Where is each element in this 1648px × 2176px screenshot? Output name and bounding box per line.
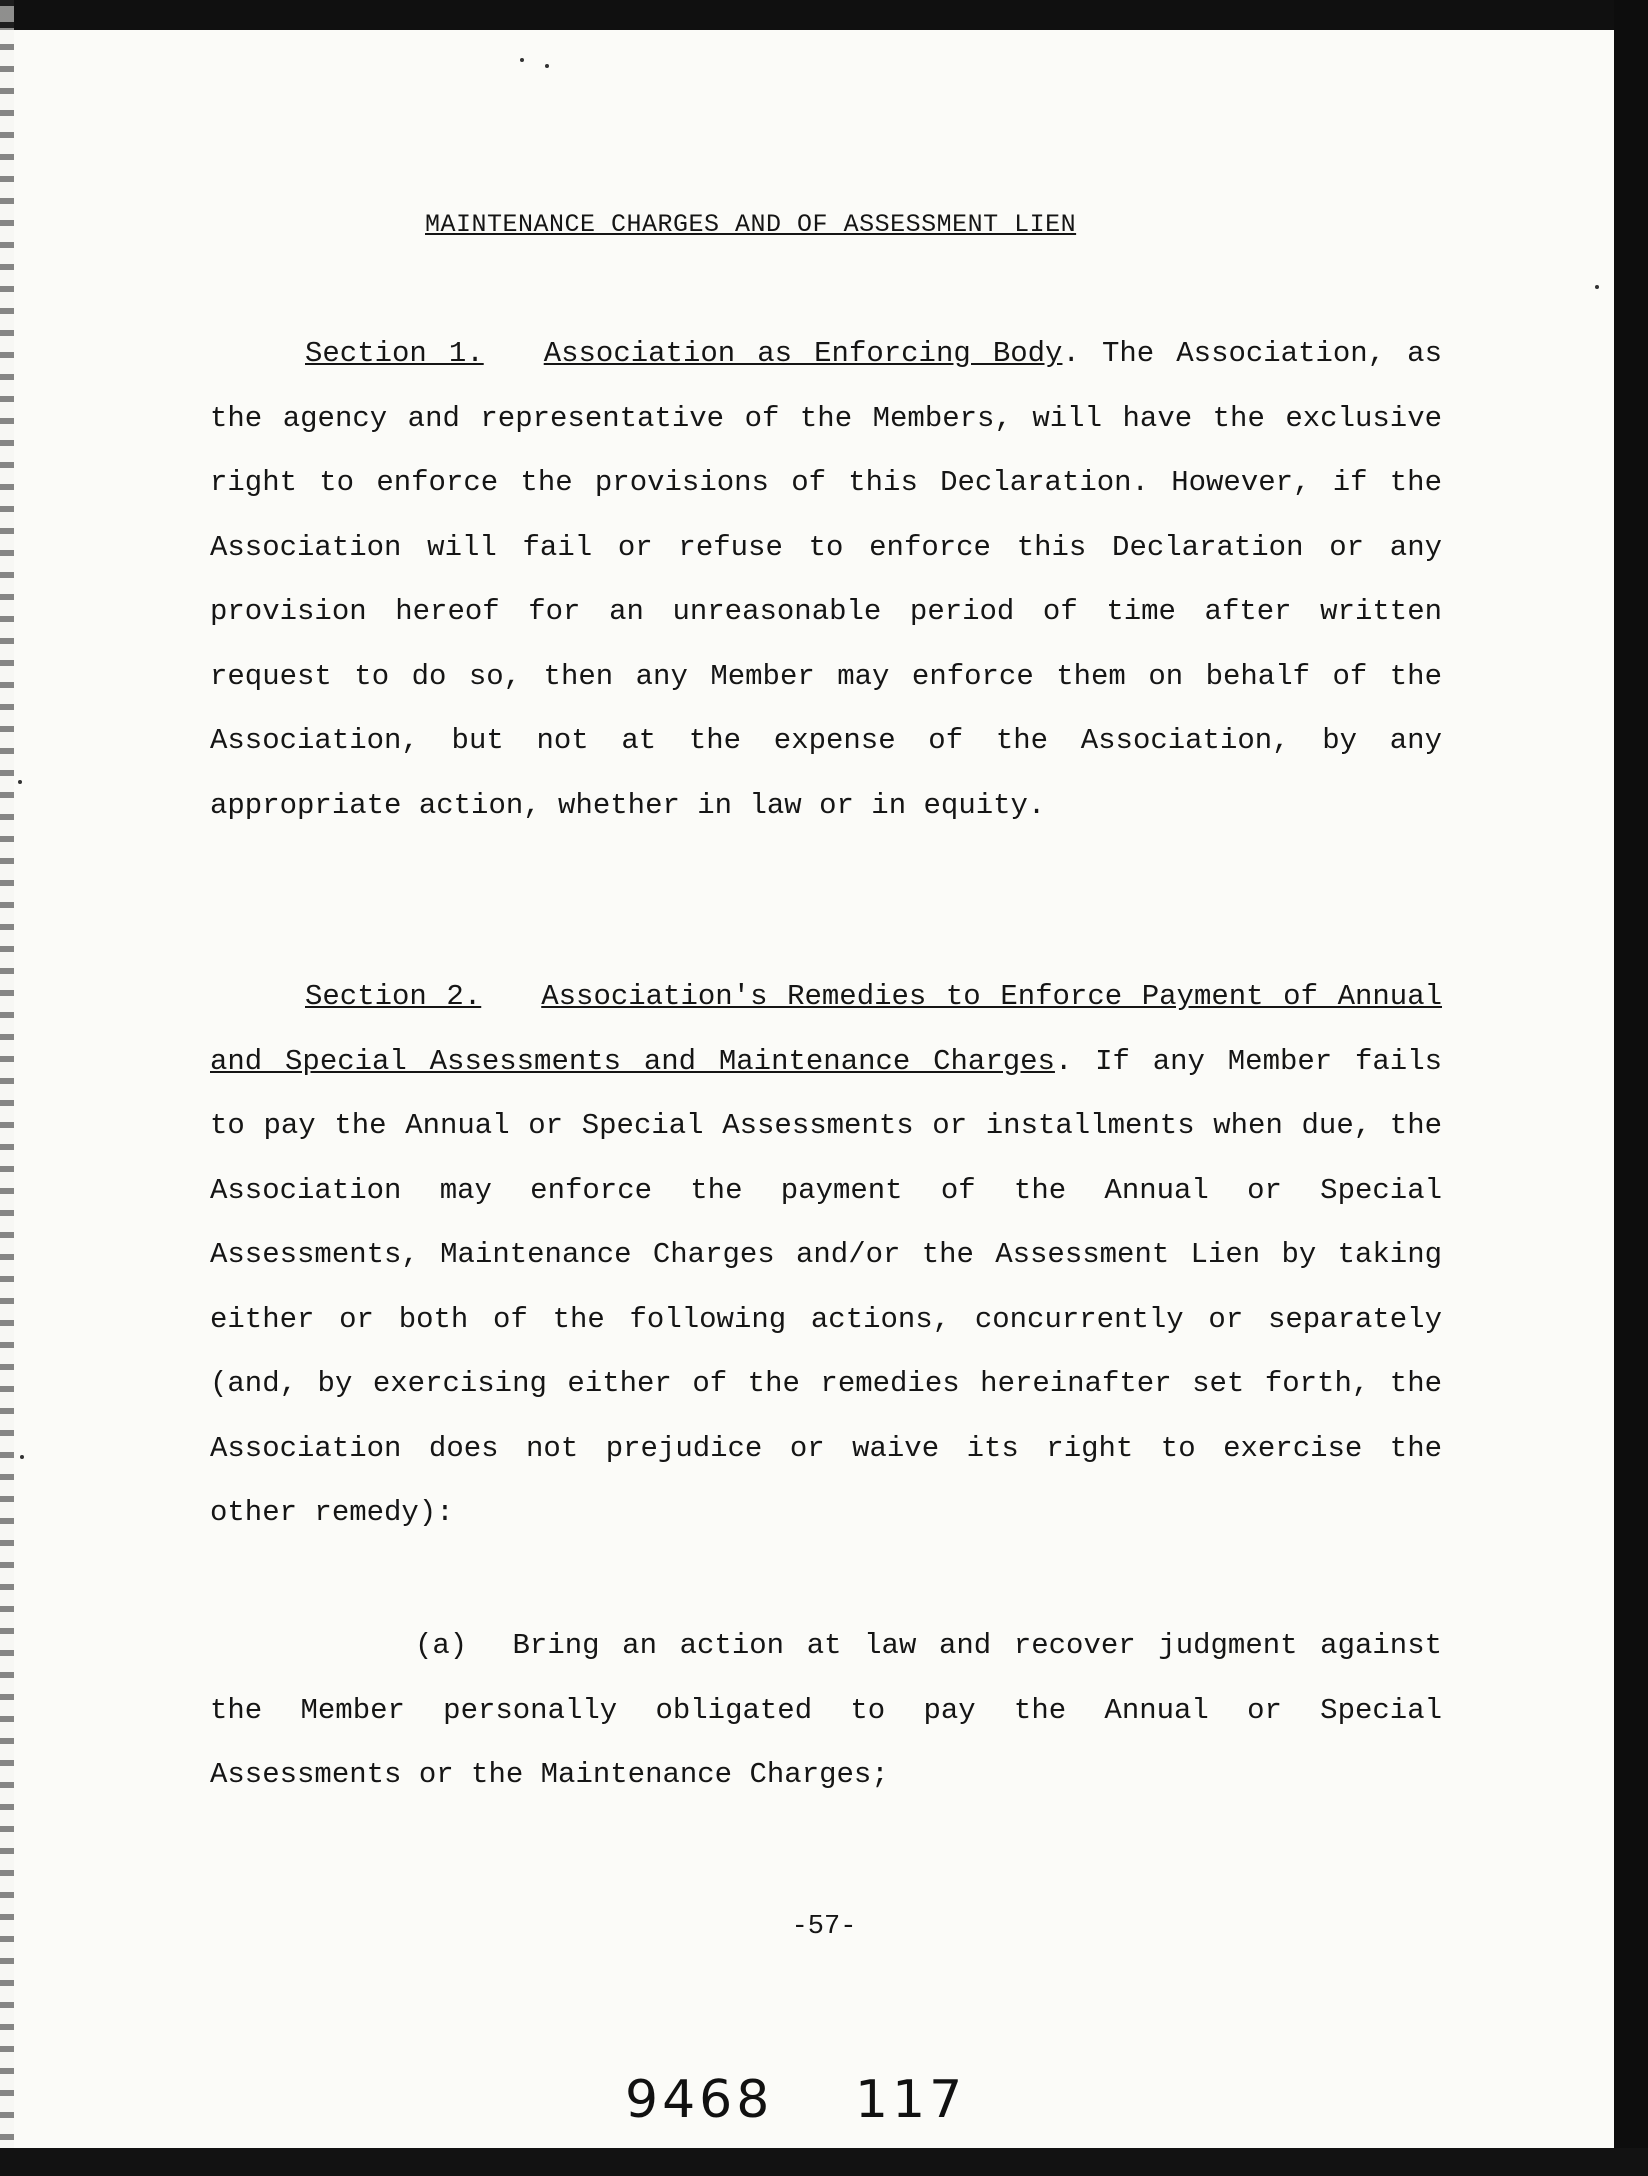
- section-2-title: Association's Remedies to Enforce Payment of Annual and Special Assessments and Maintenance Charges: [210, 980, 1442, 1078]
- scan-speck: [18, 780, 22, 784]
- section-1-paragraph: [210, 322, 1442, 838]
- subsection-a-body: Bring an action at law and recover judgment against the Member personally obligated to pay the Annual or Special Assessments or the Maintenance Charges;: [210, 1629, 1442, 1791]
- section-1-label: Section 1.: [305, 337, 484, 370]
- scan-border-left: [0, 0, 14, 2176]
- section-2-body: . If any Member fails to pay the Annual or Special Assessments or installments when due, the Association may enforce the payment of the Annual or Special Assessments, Maintenance Charges and/or the Assessment Lien by taking either or both of the following actions, concurrently or separately (and, by exercising either of the remedies hereinafter set forth, the Association does not prejudice or waive its right to exercise the other remedy):: [210, 1044, 1442, 1529]
- scan-border-top: [0, 0, 1648, 30]
- section-2-label: Section 2.: [305, 980, 482, 1013]
- scan-border-right: [1614, 0, 1648, 2176]
- section-2-paragraph: [210, 965, 1442, 1546]
- section-1-title: Association as Enforcing Body: [543, 337, 1063, 370]
- scan-border-bottom: [0, 2148, 1648, 2176]
- scan-speck: [545, 64, 549, 68]
- scan-speck: [520, 58, 524, 62]
- recording-page-number: 117: [855, 2070, 967, 2130]
- scan-speck: [1595, 285, 1599, 289]
- document-heading: MAINTENANCE CHARGES AND OF ASSESSMENT LIEN: [425, 210, 1077, 239]
- section-1-body: . The Association, as the agency and representative of the Members, will have the exclusive right to enforce the provisions of this Declaration. However, if the Association will fail or refuse to enforce this Declaration or any provision hereof for an unreasonable period of time after written request to do so, then any Member may enforce them on behalf of the Association, but not at the expense of the Association, by any appropriate action, whether in law or in equity.: [210, 337, 1442, 822]
- page-number: -57-: [791, 1912, 857, 1942]
- recording-book-number: 9468: [625, 2070, 774, 2130]
- subsection-a-paragraph: [210, 1614, 1442, 1808]
- scan-speck: [20, 1455, 24, 1459]
- subsection-a-marker: (a): [415, 1629, 468, 1662]
